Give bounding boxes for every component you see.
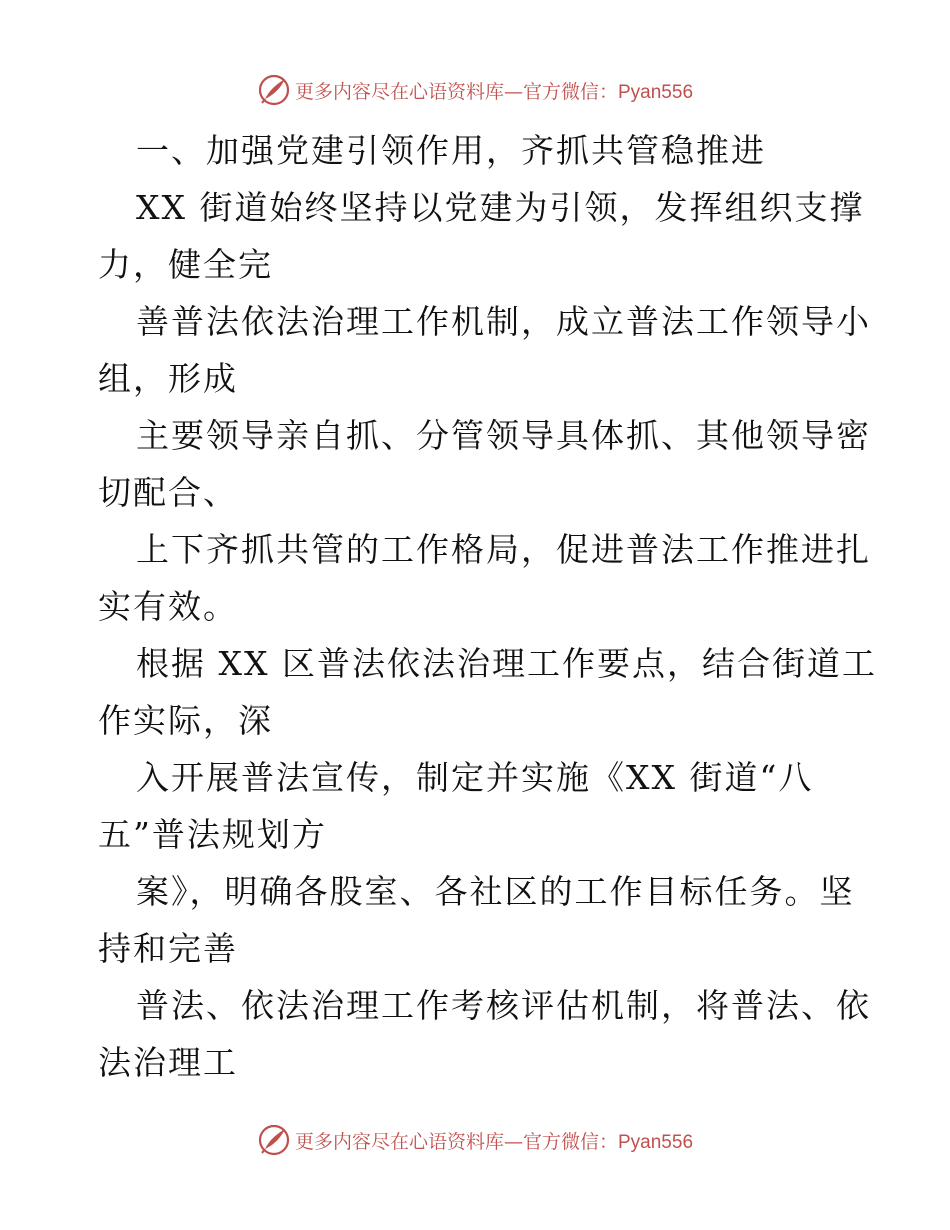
paragraph-line: 作实际，深 (98, 701, 273, 740)
section-heading: 一、加强党建引领作用，齐抓共管稳推进 (136, 131, 766, 170)
paragraph-line: 实有效。 (98, 587, 238, 626)
paragraph-line: 根据 XX 区普法依法治理工作要点，结合街道工 (136, 644, 877, 683)
watermark-text: 更多内容尽在心语资料库—官方微信：Pyan556 (294, 1130, 694, 1153)
paragraph-line: 主要领导亲自抓、分管领导具体抓、其他领导密 (136, 416, 871, 455)
paragraph-line: 上下齐抓共管的工作格局，促进普法工作推进扎 (136, 530, 871, 569)
paragraph-line: 善普法依法治理工作机制，成立普法工作领导小 (136, 302, 871, 341)
quill-logo-icon (257, 73, 291, 107)
paragraph-line: 案》，明确各股室、各社区的工作目标任务。坚 (136, 872, 855, 911)
paragraph-line: 法治理工 (98, 1043, 238, 1082)
watermark-text: 更多内容尽在心语资料库—官方微信：Pyan556 (294, 80, 694, 103)
paragraph-line: 力，健全完 (98, 245, 273, 284)
paragraph-line: XX 街道始终坚持以党建为引领，发挥组织支撑 (136, 188, 865, 227)
header-watermark (0, 72, 950, 108)
paragraph-line: 持和完善 (98, 929, 238, 968)
paragraph-line: 五”普法规划方 (98, 815, 327, 854)
footer-watermark (0, 1122, 950, 1158)
paragraph-line: 入开展普法宣传，制定并实施《XX 街道“八 (136, 758, 814, 797)
paragraph-line: 切配合、 (98, 473, 238, 512)
document-body (98, 122, 877, 1091)
quill-logo-icon (257, 1123, 291, 1157)
paragraph-line: 组，形成 (98, 359, 238, 398)
paragraph-line: 普法、依法治理工作考核评估机制，将普法、依 (136, 986, 871, 1025)
